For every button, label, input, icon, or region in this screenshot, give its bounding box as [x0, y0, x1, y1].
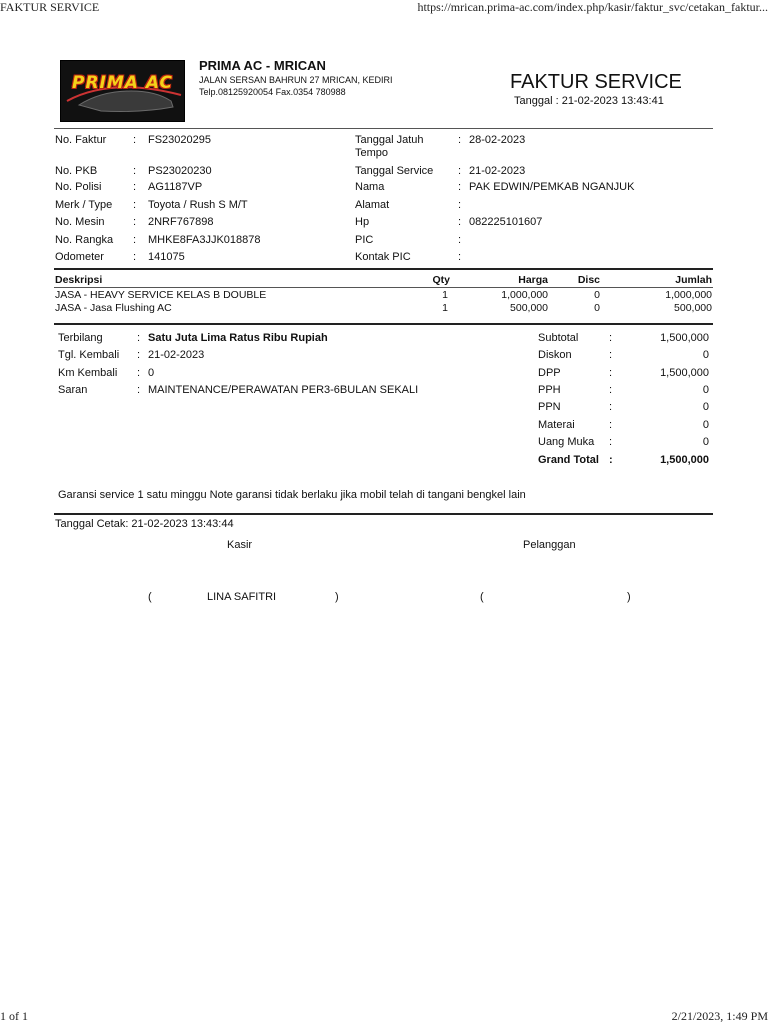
customer-label: Pelanggan	[523, 539, 576, 551]
warranty-note: Garansi service 1 satu minggu Note garansi tidak berlaku jika mobil telah di tangani bengkel lain	[58, 489, 526, 501]
total-value: 0	[702, 401, 709, 413]
info-value: 0	[148, 367, 155, 379]
header-divider	[54, 128, 713, 129]
item-price: 500,000	[510, 302, 548, 314]
company-name: PRIMA AC - MRICAN	[199, 58, 326, 73]
field-label-line2: Tempo	[355, 147, 389, 159]
total-sep: :	[609, 384, 613, 396]
field-sep: :	[133, 134, 137, 146]
field-value: PS23020230	[148, 165, 212, 177]
field-sep: :	[458, 251, 462, 263]
col-header-price: Harga	[518, 274, 548, 286]
print-footer-datetime: 2/21/2023, 1:49 PM	[671, 1009, 768, 1023]
col-header-qty: Qty	[432, 274, 450, 286]
info-label: Km Kembali	[58, 367, 118, 379]
field-value: FS23020295	[148, 134, 211, 146]
info-sep: :	[137, 349, 141, 361]
field-value: 2NRF767898	[148, 216, 214, 228]
item-desc: JASA - HEAVY SERVICE KELAS B DOUBLE	[55, 289, 267, 301]
total-sep: :	[609, 436, 613, 448]
paren-close: )	[335, 591, 339, 603]
field-sep: :	[133, 165, 137, 177]
field-label: No. PKB	[55, 165, 98, 177]
total-value: 0	[702, 436, 709, 448]
total-label: DPP	[538, 367, 561, 379]
field-label: Nama	[355, 181, 385, 193]
total-label: Subtotal	[538, 332, 579, 344]
total-value: 1,500,000	[660, 332, 709, 344]
field-value: Toyota / Rush S M/T	[148, 199, 248, 211]
field-label: Hp	[355, 216, 370, 228]
field-label: Odometer	[55, 251, 104, 263]
item-price: 1,000,000	[501, 289, 548, 301]
info-sep: :	[137, 332, 141, 344]
total-label: Uang Muka	[538, 436, 595, 448]
company-logo	[60, 60, 185, 122]
field-value: 28-02-2023	[469, 134, 526, 146]
field-label: No. Rangka	[55, 234, 114, 246]
amount-in-words: Satu Juta Lima Ratus Ribu Rupiah	[148, 332, 328, 344]
col-header-desc: Deskripsi	[55, 274, 103, 286]
field-sep: :	[458, 181, 462, 193]
total-label: PPN	[538, 401, 561, 413]
total-sep: :	[609, 454, 613, 466]
total-value: 0	[702, 349, 709, 361]
total-label: PPH	[538, 384, 561, 396]
total-label: Materai	[538, 419, 575, 431]
total-sep: :	[609, 419, 613, 431]
item-disc: 0	[594, 302, 600, 314]
info-label: Tgl. Kembali	[58, 349, 120, 361]
total-sep: :	[609, 349, 613, 361]
field-label: Kontak PIC	[355, 251, 411, 263]
cashier-name: LINA SAFITRI	[207, 591, 277, 603]
print-header-title: FAKTUR SERVICE	[0, 0, 100, 14]
paren-close: )	[627, 591, 631, 603]
field-value: PAK EDWIN/PEMKAB NGANJUK	[469, 181, 635, 193]
invoice-title: FAKTUR SERVICE	[510, 71, 682, 93]
field-label: No. Mesin	[55, 216, 105, 228]
field-sep: :	[458, 199, 462, 211]
info-value: 21-02-2023	[148, 349, 205, 361]
field-sep: :	[133, 251, 137, 263]
print-date: Tanggal Cetak: 21-02-2023 13:43:44	[55, 518, 234, 530]
grand-total-value: 1,500,000	[660, 454, 709, 466]
field-label: Merk / Type	[55, 199, 113, 211]
item-qty: 1	[442, 289, 448, 301]
total-sep: :	[609, 367, 613, 379]
info-label: Saran	[58, 384, 88, 396]
item-total: 1,000,000	[665, 289, 712, 301]
item-total: 500,000	[674, 302, 712, 314]
item-qty: 1	[442, 302, 448, 314]
field-sep: :	[458, 134, 462, 146]
col-header-total: Jumlah	[675, 274, 712, 286]
field-label: No. Faktur	[55, 134, 107, 146]
item-desc: JASA - Jasa Flushing AC	[55, 302, 172, 314]
cashier-label: Kasir	[227, 539, 253, 551]
paren-open: (	[148, 591, 152, 603]
print-footer-page-count: 1 of 1	[0, 1009, 28, 1023]
total-sep: :	[609, 332, 613, 344]
field-label: Alamat	[355, 199, 390, 211]
field-sep: :	[458, 234, 462, 246]
logo-text: PRIMA AC	[72, 73, 173, 93]
col-header-disc: Disc	[577, 274, 600, 286]
item-disc: 0	[594, 289, 600, 301]
field-label: No. Polisi	[55, 181, 102, 193]
field-sep: :	[133, 234, 137, 246]
field-value: 082225101607	[469, 216, 543, 228]
field-value: MHKE8FA3JJK018878	[148, 234, 261, 246]
total-value: 0	[702, 384, 709, 396]
print-header-url: https://mrican.prima-ac.com/index.php/kasir/faktur_svc/cetakan_faktur...	[417, 0, 768, 14]
total-value: 0	[702, 419, 709, 431]
info-value: MAINTENANCE/PERAWATAN PER3-6BULAN SEKALI	[148, 384, 419, 396]
invoice-date: Tanggal : 21-02-2023 13:43:41	[514, 95, 664, 107]
total-value: 1,500,000	[660, 367, 709, 379]
field-label: Tanggal Jatuh	[355, 134, 424, 146]
items-header-divider	[54, 287, 713, 288]
field-value: 21-02-2023	[469, 165, 526, 177]
footer-divider	[54, 513, 713, 515]
items-top-border	[54, 268, 713, 270]
field-label: PIC	[355, 234, 374, 246]
items-bottom-border	[54, 323, 713, 325]
info-sep: :	[137, 384, 141, 396]
field-sep: :	[133, 216, 137, 228]
total-sep: :	[609, 401, 613, 413]
info-label: Terbilang	[58, 332, 103, 344]
grand-total-label: Grand Total	[538, 454, 599, 466]
company-address: JALAN SERSAN BAHRUN 27 MRICAN, KEDIRI	[199, 75, 393, 85]
company-contact: Telp.08125920054 Fax.0354 780988	[199, 87, 346, 97]
field-sep: :	[133, 199, 137, 211]
field-sep: :	[133, 181, 137, 193]
total-label: Diskon	[538, 349, 572, 361]
field-sep: :	[458, 165, 462, 177]
field-label: Tanggal Service	[355, 165, 434, 177]
field-value: 141075	[148, 251, 185, 263]
info-sep: :	[137, 367, 141, 379]
field-value: AG1187VP	[148, 181, 203, 193]
field-sep: :	[458, 216, 462, 228]
paren-open: (	[480, 591, 484, 603]
